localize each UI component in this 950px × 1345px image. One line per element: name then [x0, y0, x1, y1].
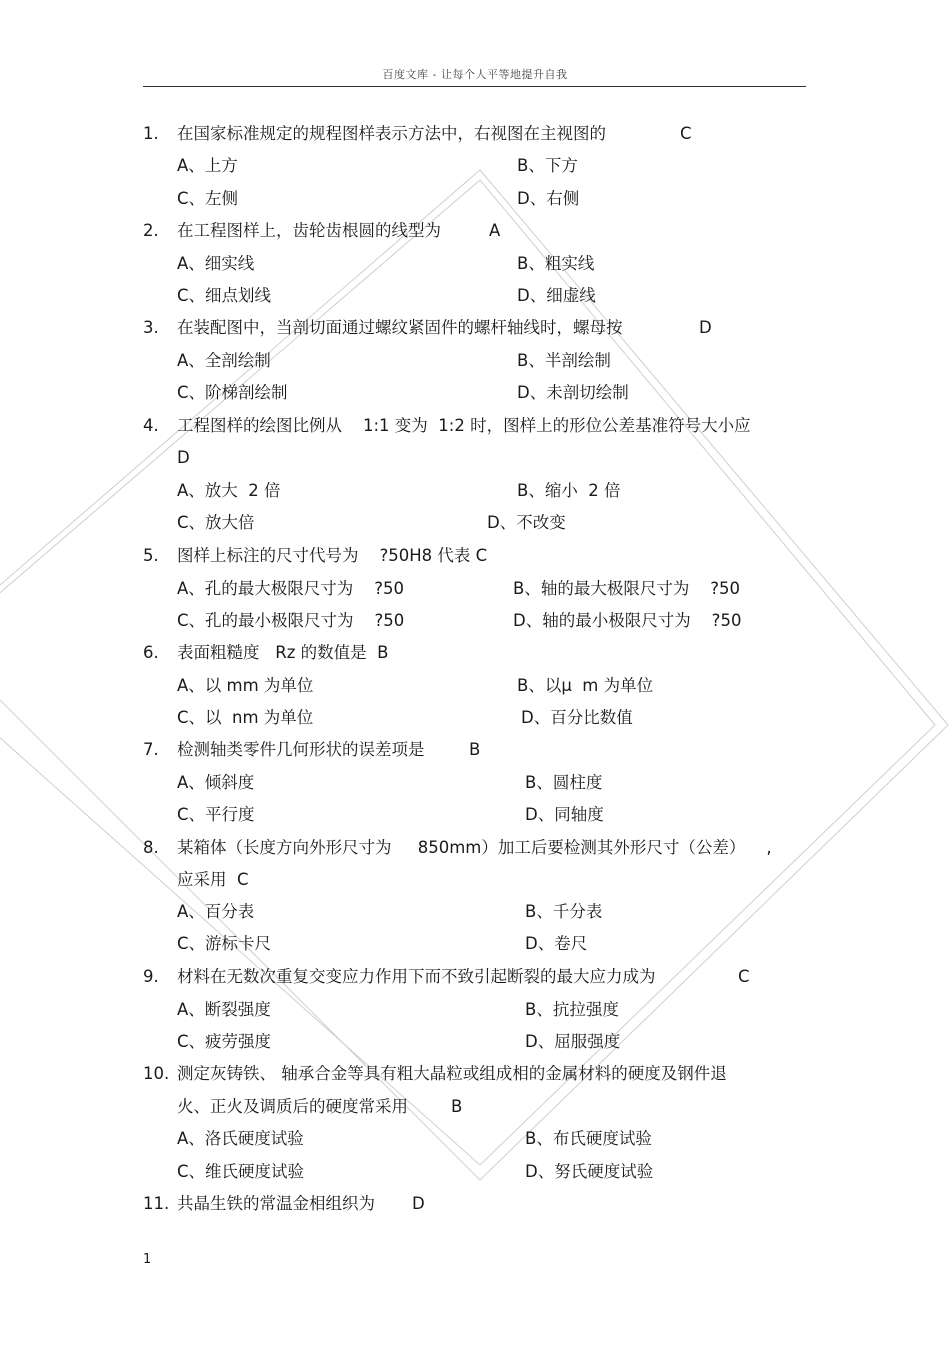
option: B、缩小 2 倍 [517, 481, 621, 500]
option: D、轴的最小极限尺寸为 ?50 [513, 611, 742, 630]
option: D、细虚线 [517, 286, 596, 305]
option: A、洛氏硬度试验 [177, 1129, 304, 1148]
question-answer: B [469, 740, 481, 759]
question-answer: D [177, 448, 190, 467]
question-answer: A [489, 221, 501, 240]
question-answer: B [451, 1097, 463, 1116]
option: A、细实线 [177, 254, 255, 273]
option: C、平行度 [177, 805, 255, 824]
question-number: 5. [143, 546, 159, 565]
question-text: 在工程图样上，齿轮齿根圆的线型为 [177, 221, 441, 240]
option: C、疲劳强度 [177, 1032, 272, 1051]
option: C、游标卡尺 [177, 934, 272, 953]
option: C、孔的最小极限尺寸为 ?50 [177, 611, 405, 630]
question-answer: C [680, 124, 692, 143]
option: C、左侧 [177, 189, 239, 208]
option: B、半剖绘制 [517, 351, 611, 370]
option: B、布氏硬度试验 [525, 1129, 652, 1148]
question-text: 图样上标注的尺寸代号为 ?50H8 代表 C [177, 546, 488, 565]
option: A、以 mm 为单位 [177, 676, 314, 695]
question-number: 7. [143, 740, 159, 759]
question-text: 检测轴类零件几何形状的误差项是 [177, 740, 425, 759]
question-text: 材料在无数次重复交变应力作用下而不致引起断裂的最大应力成为 [177, 967, 656, 986]
question-text-continued: 应采用 C [177, 870, 249, 889]
option: B、抗拉强度 [525, 1000, 619, 1019]
option: D、屈服强度 [525, 1032, 621, 1051]
option: C、以 nm 为单位 [177, 708, 314, 727]
question-number: 11. [143, 1194, 170, 1213]
question-text: 表面粗糙度 Rz 的数值是 B [177, 643, 389, 662]
question-text: 在装配图中，当剖切面通过螺纹紧固件的螺杆轴线时，螺母按 [177, 318, 623, 337]
option: D、卷尺 [525, 934, 588, 953]
question-number: 8. [143, 838, 159, 857]
option: A、放大 2 倍 [177, 481, 281, 500]
question-text: 某箱体（长度方向外形尺寸为 850mm）加工后要检测其外形尺寸（公差） , [177, 838, 772, 857]
option: A、断裂强度 [177, 1000, 271, 1019]
question-number: 6. [143, 643, 159, 662]
question-answer: C [738, 967, 750, 986]
option: B、粗实线 [517, 254, 595, 273]
option: B、以μ m 为单位 [517, 676, 654, 695]
question-number: 4. [143, 416, 159, 435]
question-number: 9. [143, 967, 159, 986]
option: B、圆柱度 [525, 773, 603, 792]
question-number: 10. [143, 1064, 170, 1083]
option: A、上方 [177, 156, 238, 175]
page-header: 百度文库 - 让每个人平等地提升自我 [382, 68, 568, 81]
option: A、孔的最大极限尺寸为 ?50 [177, 579, 405, 598]
option: D、右侧 [517, 189, 580, 208]
page-number: 1 [143, 1252, 152, 1267]
option: D、同轴度 [525, 805, 604, 824]
question-number: 2. [143, 221, 159, 240]
option: A、全剖绘制 [177, 351, 271, 370]
question-text: 在国家标准规定的规程图样表示方法中，右视图在主视图的 [177, 124, 606, 143]
option: C、放大倍 [177, 513, 255, 532]
header-divider [143, 86, 806, 87]
option: C、阶梯剖绘制 [177, 383, 288, 402]
option: D、未剖切绘制 [517, 383, 629, 402]
option: C、细点划线 [177, 286, 272, 305]
option: A、百分表 [177, 902, 255, 921]
question-text: 工程图样的绘图比例从 1:1 变为 1:2 时，图样上的形位公差基准符号大小应 [177, 416, 751, 435]
option: A、倾斜度 [177, 773, 255, 792]
question-text-continued: 火、正火及调质后的硬度常采用 [177, 1097, 408, 1116]
question-text: 共晶生铁的常温金相组织为 [177, 1194, 375, 1213]
option: C、维氏硬度试验 [177, 1162, 305, 1181]
question-answer: D [412, 1194, 425, 1213]
question-number: 1. [143, 124, 159, 143]
question-number: 3. [143, 318, 159, 337]
option: D、不改变 [487, 513, 566, 532]
question-text: 测定灰铸铁、 轴承合金等具有粗大晶粒或组成相的金属材料的硬度及钢件退 [177, 1064, 727, 1083]
option: D、百分比数值 [521, 708, 633, 727]
option: B、下方 [517, 156, 578, 175]
option: B、千分表 [525, 902, 603, 921]
question-answer: D [699, 318, 712, 337]
option: D、努氏硬度试验 [525, 1162, 654, 1181]
option: B、轴的最大极限尺寸为 ?50 [513, 579, 741, 598]
